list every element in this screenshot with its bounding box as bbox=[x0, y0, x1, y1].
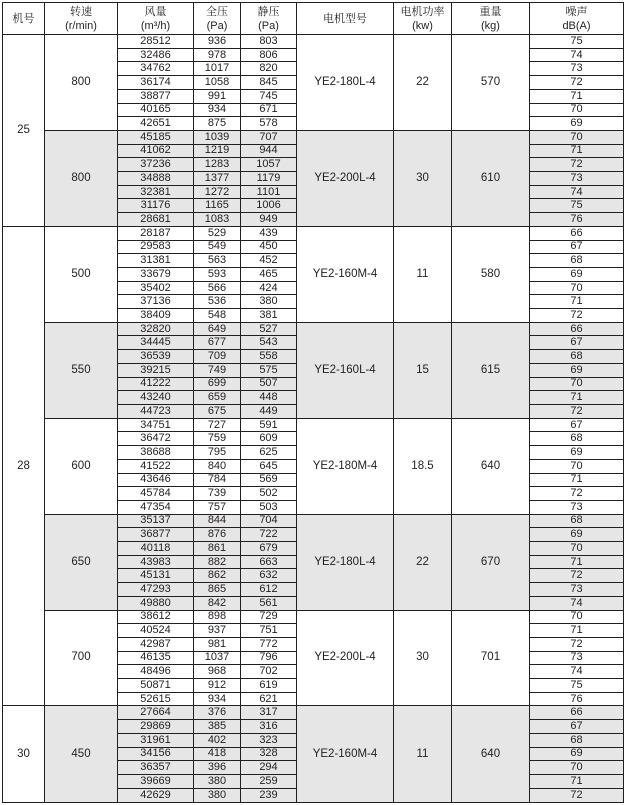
noise-cell: 66 bbox=[530, 706, 624, 720]
total-pressure-cell: 898 bbox=[194, 610, 241, 624]
weight-cell: 640 bbox=[452, 706, 530, 803]
static-pressure-cell: 612 bbox=[241, 583, 297, 597]
total-pressure-cell: 861 bbox=[194, 542, 241, 556]
total-pressure-cell: 675 bbox=[194, 404, 241, 418]
noise-cell: 76 bbox=[530, 692, 624, 706]
static-pressure-cell: 619 bbox=[241, 679, 297, 693]
airflow-cell: 43240 bbox=[118, 391, 194, 405]
airflow-cell: 50871 bbox=[118, 679, 194, 693]
total-pressure-cell: 563 bbox=[194, 254, 241, 268]
header-airflow: 风量 (m³/h) bbox=[118, 3, 194, 35]
total-pressure-cell: 1037 bbox=[194, 651, 241, 665]
static-pressure-cell: 671 bbox=[241, 103, 297, 117]
weight-cell: 701 bbox=[452, 610, 530, 706]
static-pressure-cell: 317 bbox=[241, 706, 297, 720]
noise-cell: 73 bbox=[530, 172, 624, 186]
airflow-cell: 33679 bbox=[118, 267, 194, 281]
static-pressure-cell: 820 bbox=[241, 62, 297, 76]
weight-cell: 570 bbox=[452, 35, 530, 131]
noise-cell: 70 bbox=[530, 610, 624, 624]
airflow-cell: 34888 bbox=[118, 172, 194, 186]
airflow-cell: 28512 bbox=[118, 35, 194, 49]
motor-power-cell: 22 bbox=[394, 514, 452, 610]
static-pressure-cell: 507 bbox=[241, 377, 297, 391]
total-pressure-cell: 1039 bbox=[194, 130, 241, 144]
total-pressure-cell: 749 bbox=[194, 363, 241, 377]
total-pressure-cell: 380 bbox=[194, 788, 241, 802]
total-pressure-cell: 649 bbox=[194, 322, 241, 336]
noise-cell: 68 bbox=[530, 350, 624, 364]
noise-cell: 70 bbox=[530, 130, 624, 144]
noise-cell: 67 bbox=[530, 240, 624, 254]
noise-cell: 70 bbox=[530, 542, 624, 556]
speed-cell: 600 bbox=[45, 418, 118, 514]
airflow-cell: 42651 bbox=[118, 117, 194, 131]
airflow-cell: 38688 bbox=[118, 446, 194, 460]
static-pressure-cell: 806 bbox=[241, 48, 297, 62]
noise-cell: 73 bbox=[530, 500, 624, 514]
header-weight: 重量 (kg) bbox=[452, 3, 530, 35]
static-pressure-cell: 561 bbox=[241, 596, 297, 610]
total-pressure-cell: 865 bbox=[194, 583, 241, 597]
total-pressure-cell: 1272 bbox=[194, 185, 241, 199]
static-pressure-cell: 449 bbox=[241, 404, 297, 418]
machine-no-cell: 30 bbox=[3, 706, 45, 803]
noise-cell: 76 bbox=[530, 213, 624, 227]
static-pressure-cell: 1179 bbox=[241, 172, 297, 186]
total-pressure-cell: 968 bbox=[194, 665, 241, 679]
noise-cell: 69 bbox=[530, 117, 624, 131]
header-motor-model: 电机型号 bbox=[297, 3, 394, 35]
noise-cell: 69 bbox=[530, 363, 624, 377]
total-pressure-cell: 1283 bbox=[194, 158, 241, 172]
static-pressure-cell: 328 bbox=[241, 747, 297, 761]
static-pressure-cell: 316 bbox=[241, 720, 297, 734]
noise-cell: 68 bbox=[530, 514, 624, 528]
total-pressure-cell: 844 bbox=[194, 514, 241, 528]
total-pressure-cell: 699 bbox=[194, 377, 241, 391]
machine-no-cell: 28 bbox=[3, 226, 45, 706]
noise-cell: 73 bbox=[530, 583, 624, 597]
static-pressure-cell: 239 bbox=[241, 788, 297, 802]
static-pressure-cell: 381 bbox=[241, 309, 297, 323]
noise-cell: 72 bbox=[530, 487, 624, 501]
motor-model-cell: YE2-180L-4 bbox=[297, 514, 394, 610]
motor-power-cell: 11 bbox=[394, 226, 452, 322]
noise-cell: 75 bbox=[530, 35, 624, 49]
total-pressure-cell: 402 bbox=[194, 733, 241, 747]
total-pressure-cell: 1058 bbox=[194, 76, 241, 90]
noise-cell: 69 bbox=[530, 446, 624, 460]
total-pressure-cell: 936 bbox=[194, 35, 241, 49]
speed-cell: 550 bbox=[45, 322, 118, 418]
noise-cell: 72 bbox=[530, 788, 624, 802]
airflow-cell: 34762 bbox=[118, 62, 194, 76]
static-pressure-cell: 803 bbox=[241, 35, 297, 49]
noise-cell: 71 bbox=[530, 89, 624, 103]
total-pressure-cell: 981 bbox=[194, 637, 241, 651]
noise-cell: 75 bbox=[530, 199, 624, 213]
table-row bbox=[3, 418, 624, 432]
noise-cell: 72 bbox=[530, 309, 624, 323]
static-pressure-cell: 772 bbox=[241, 637, 297, 651]
total-pressure-cell: 385 bbox=[194, 720, 241, 734]
noise-cell: 70 bbox=[530, 281, 624, 295]
noise-cell: 71 bbox=[530, 555, 624, 569]
airflow-cell: 35402 bbox=[118, 281, 194, 295]
machine-no-cell: 25 bbox=[3, 35, 45, 227]
total-pressure-cell: 548 bbox=[194, 309, 241, 323]
motor-power-cell: 15 bbox=[394, 322, 452, 418]
total-pressure-cell: 784 bbox=[194, 473, 241, 487]
airflow-cell: 38409 bbox=[118, 309, 194, 323]
airflow-cell: 39669 bbox=[118, 774, 194, 788]
static-pressure-cell: 944 bbox=[241, 144, 297, 158]
noise-cell: 71 bbox=[530, 473, 624, 487]
airflow-cell: 44723 bbox=[118, 404, 194, 418]
motor-power-cell: 22 bbox=[394, 35, 452, 131]
static-pressure-cell: 380 bbox=[241, 295, 297, 309]
airflow-cell: 49880 bbox=[118, 596, 194, 610]
noise-cell: 73 bbox=[530, 62, 624, 76]
static-pressure-cell: 679 bbox=[241, 542, 297, 556]
speed-cell: 700 bbox=[45, 610, 118, 706]
noise-cell: 72 bbox=[530, 569, 624, 583]
static-pressure-cell: 591 bbox=[241, 418, 297, 432]
total-pressure-cell: 659 bbox=[194, 391, 241, 405]
airflow-cell: 47354 bbox=[118, 500, 194, 514]
motor-model-cell: YE2-180M-4 bbox=[297, 418, 394, 514]
noise-cell: 73 bbox=[530, 651, 624, 665]
airflow-cell: 43646 bbox=[118, 473, 194, 487]
motor-power-cell: 11 bbox=[394, 706, 452, 803]
static-pressure-cell: 558 bbox=[241, 350, 297, 364]
total-pressure-cell: 937 bbox=[194, 624, 241, 638]
total-pressure-cell: 1377 bbox=[194, 172, 241, 186]
table-row bbox=[3, 706, 624, 720]
airflow-cell: 42987 bbox=[118, 637, 194, 651]
header-machine-no: 机号 bbox=[3, 3, 45, 35]
airflow-cell: 37236 bbox=[118, 158, 194, 172]
static-pressure-cell: 323 bbox=[241, 733, 297, 747]
motor-power-cell: 18.5 bbox=[394, 418, 452, 514]
total-pressure-cell: 1083 bbox=[194, 213, 241, 227]
noise-cell: 67 bbox=[530, 720, 624, 734]
weight-cell: 640 bbox=[452, 418, 530, 514]
total-pressure-cell: 529 bbox=[194, 226, 241, 240]
airflow-cell: 40118 bbox=[118, 542, 194, 556]
noise-cell: 69 bbox=[530, 747, 624, 761]
weight-cell: 670 bbox=[452, 514, 530, 610]
airflow-cell: 52615 bbox=[118, 692, 194, 706]
noise-cell: 70 bbox=[530, 459, 624, 473]
airflow-cell: 31961 bbox=[118, 733, 194, 747]
airflow-cell: 32486 bbox=[118, 48, 194, 62]
airflow-cell: 34445 bbox=[118, 336, 194, 350]
airflow-cell: 41222 bbox=[118, 377, 194, 391]
weight-cell: 580 bbox=[452, 226, 530, 322]
noise-cell: 66 bbox=[530, 226, 624, 240]
airflow-cell: 43983 bbox=[118, 555, 194, 569]
noise-cell: 70 bbox=[530, 103, 624, 117]
motor-model-cell: YE2-200L-4 bbox=[297, 610, 394, 706]
airflow-cell: 42629 bbox=[118, 788, 194, 802]
motor-power-cell: 30 bbox=[394, 610, 452, 706]
total-pressure-cell: 842 bbox=[194, 596, 241, 610]
airflow-cell: 41522 bbox=[118, 459, 194, 473]
table-body bbox=[3, 35, 624, 803]
total-pressure-cell: 1165 bbox=[194, 199, 241, 213]
header-total-pressure: 全压 (Pa) bbox=[194, 3, 241, 35]
total-pressure-cell: 727 bbox=[194, 418, 241, 432]
noise-cell: 69 bbox=[530, 267, 624, 281]
noise-cell: 74 bbox=[530, 48, 624, 62]
static-pressure-cell: 503 bbox=[241, 500, 297, 514]
static-pressure-cell: 621 bbox=[241, 692, 297, 706]
header-noise: 噪声 dB(A) bbox=[530, 3, 624, 35]
total-pressure-cell: 380 bbox=[194, 774, 241, 788]
noise-cell: 71 bbox=[530, 144, 624, 158]
noise-cell: 67 bbox=[530, 418, 624, 432]
static-pressure-cell: 704 bbox=[241, 514, 297, 528]
total-pressure-cell: 757 bbox=[194, 500, 241, 514]
header-row bbox=[3, 3, 624, 35]
noise-cell: 71 bbox=[530, 624, 624, 638]
static-pressure-cell: 527 bbox=[241, 322, 297, 336]
airflow-cell: 38612 bbox=[118, 610, 194, 624]
static-pressure-cell: 569 bbox=[241, 473, 297, 487]
airflow-cell: 32381 bbox=[118, 185, 194, 199]
total-pressure-cell: 536 bbox=[194, 295, 241, 309]
header-speed: 转速 (r/min) bbox=[45, 3, 118, 35]
motor-model-cell: YE2-160M-4 bbox=[297, 706, 394, 803]
total-pressure-cell: 396 bbox=[194, 761, 241, 775]
speed-cell: 450 bbox=[45, 706, 118, 803]
noise-cell: 74 bbox=[530, 665, 624, 679]
static-pressure-cell: 751 bbox=[241, 624, 297, 638]
static-pressure-cell: 1006 bbox=[241, 199, 297, 213]
total-pressure-cell: 912 bbox=[194, 679, 241, 693]
static-pressure-cell: 729 bbox=[241, 610, 297, 624]
airflow-cell: 36357 bbox=[118, 761, 194, 775]
static-pressure-cell: 745 bbox=[241, 89, 297, 103]
total-pressure-cell: 882 bbox=[194, 555, 241, 569]
total-pressure-cell: 709 bbox=[194, 350, 241, 364]
airflow-cell: 41062 bbox=[118, 144, 194, 158]
table-row bbox=[3, 130, 624, 144]
airflow-cell: 35137 bbox=[118, 514, 194, 528]
airflow-cell: 46135 bbox=[118, 651, 194, 665]
noise-cell: 66 bbox=[530, 322, 624, 336]
static-pressure-cell: 1057 bbox=[241, 158, 297, 172]
airflow-cell: 27664 bbox=[118, 706, 194, 720]
airflow-cell: 28681 bbox=[118, 213, 194, 227]
noise-cell: 68 bbox=[530, 733, 624, 747]
noise-cell: 71 bbox=[530, 774, 624, 788]
airflow-cell: 29869 bbox=[118, 720, 194, 734]
total-pressure-cell: 934 bbox=[194, 103, 241, 117]
total-pressure-cell: 739 bbox=[194, 487, 241, 501]
static-pressure-cell: 543 bbox=[241, 336, 297, 350]
total-pressure-cell: 376 bbox=[194, 706, 241, 720]
total-pressure-cell: 593 bbox=[194, 267, 241, 281]
airflow-cell: 36877 bbox=[118, 528, 194, 542]
static-pressure-cell: 450 bbox=[241, 240, 297, 254]
static-pressure-cell: 452 bbox=[241, 254, 297, 268]
table-row bbox=[3, 514, 624, 528]
total-pressure-cell: 840 bbox=[194, 459, 241, 473]
weight-cell: 610 bbox=[452, 130, 530, 226]
airflow-cell: 40165 bbox=[118, 103, 194, 117]
motor-model-cell: YE2-200L-4 bbox=[297, 130, 394, 226]
noise-cell: 70 bbox=[530, 761, 624, 775]
airflow-cell: 39215 bbox=[118, 363, 194, 377]
noise-cell: 67 bbox=[530, 336, 624, 350]
weight-cell: 615 bbox=[452, 322, 530, 418]
airflow-cell: 45784 bbox=[118, 487, 194, 501]
static-pressure-cell: 625 bbox=[241, 446, 297, 460]
motor-model-cell: YE2-160M-4 bbox=[297, 226, 394, 322]
motor-model-cell: YE2-180L-4 bbox=[297, 35, 394, 131]
motor-model-cell: YE2-160L-4 bbox=[297, 322, 394, 418]
noise-cell: 74 bbox=[530, 185, 624, 199]
total-pressure-cell: 418 bbox=[194, 747, 241, 761]
noise-cell: 68 bbox=[530, 432, 624, 446]
total-pressure-cell: 991 bbox=[194, 89, 241, 103]
airflow-cell: 47293 bbox=[118, 583, 194, 597]
motor-power-cell: 30 bbox=[394, 130, 452, 226]
airflow-cell: 31381 bbox=[118, 254, 194, 268]
airflow-cell: 34156 bbox=[118, 747, 194, 761]
airflow-cell: 45185 bbox=[118, 130, 194, 144]
airflow-cell: 40524 bbox=[118, 624, 194, 638]
table-row bbox=[3, 35, 624, 49]
airflow-cell: 45131 bbox=[118, 569, 194, 583]
static-pressure-cell: 465 bbox=[241, 267, 297, 281]
total-pressure-cell: 549 bbox=[194, 240, 241, 254]
total-pressure-cell: 934 bbox=[194, 692, 241, 706]
fan-spec-table bbox=[2, 2, 624, 803]
static-pressure-cell: 796 bbox=[241, 651, 297, 665]
table-row bbox=[3, 226, 624, 240]
speed-cell: 800 bbox=[45, 130, 118, 226]
header-static-pressure: 静压 (Pa) bbox=[241, 3, 297, 35]
static-pressure-cell: 578 bbox=[241, 117, 297, 131]
total-pressure-cell: 1219 bbox=[194, 144, 241, 158]
noise-cell: 74 bbox=[530, 596, 624, 610]
total-pressure-cell: 795 bbox=[194, 446, 241, 460]
total-pressure-cell: 759 bbox=[194, 432, 241, 446]
total-pressure-cell: 876 bbox=[194, 528, 241, 542]
static-pressure-cell: 632 bbox=[241, 569, 297, 583]
total-pressure-cell: 875 bbox=[194, 117, 241, 131]
speed-cell: 650 bbox=[45, 514, 118, 610]
static-pressure-cell: 722 bbox=[241, 528, 297, 542]
static-pressure-cell: 259 bbox=[241, 774, 297, 788]
noise-cell: 71 bbox=[530, 391, 624, 405]
noise-cell: 71 bbox=[530, 295, 624, 309]
noise-cell: 75 bbox=[530, 679, 624, 693]
airflow-cell: 32820 bbox=[118, 322, 194, 336]
static-pressure-cell: 294 bbox=[241, 761, 297, 775]
static-pressure-cell: 609 bbox=[241, 432, 297, 446]
airflow-cell: 48496 bbox=[118, 665, 194, 679]
header-motor-power: 电机功率 (kw) bbox=[394, 3, 452, 35]
airflow-cell: 36472 bbox=[118, 432, 194, 446]
total-pressure-cell: 862 bbox=[194, 569, 241, 583]
noise-cell: 72 bbox=[530, 158, 624, 172]
table-row bbox=[3, 610, 624, 624]
static-pressure-cell: 949 bbox=[241, 213, 297, 227]
static-pressure-cell: 1101 bbox=[241, 185, 297, 199]
static-pressure-cell: 663 bbox=[241, 555, 297, 569]
static-pressure-cell: 702 bbox=[241, 665, 297, 679]
total-pressure-cell: 566 bbox=[194, 281, 241, 295]
static-pressure-cell: 424 bbox=[241, 281, 297, 295]
airflow-cell: 31176 bbox=[118, 199, 194, 213]
noise-cell: 68 bbox=[530, 254, 624, 268]
airflow-cell: 28187 bbox=[118, 226, 194, 240]
static-pressure-cell: 575 bbox=[241, 363, 297, 377]
airflow-cell: 36174 bbox=[118, 76, 194, 90]
static-pressure-cell: 845 bbox=[241, 76, 297, 90]
noise-cell: 72 bbox=[530, 637, 624, 651]
airflow-cell: 29583 bbox=[118, 240, 194, 254]
static-pressure-cell: 439 bbox=[241, 226, 297, 240]
airflow-cell: 34751 bbox=[118, 418, 194, 432]
airflow-cell: 38877 bbox=[118, 89, 194, 103]
total-pressure-cell: 978 bbox=[194, 48, 241, 62]
table-row bbox=[3, 322, 624, 336]
airflow-cell: 36539 bbox=[118, 350, 194, 364]
speed-cell: 500 bbox=[45, 226, 118, 322]
noise-cell: 72 bbox=[530, 404, 624, 418]
static-pressure-cell: 645 bbox=[241, 459, 297, 473]
speed-cell: 800 bbox=[45, 35, 118, 131]
noise-cell: 72 bbox=[530, 76, 624, 90]
airflow-cell: 37136 bbox=[118, 295, 194, 309]
static-pressure-cell: 707 bbox=[241, 130, 297, 144]
noise-cell: 70 bbox=[530, 377, 624, 391]
noise-cell: 69 bbox=[530, 528, 624, 542]
static-pressure-cell: 502 bbox=[241, 487, 297, 501]
static-pressure-cell: 448 bbox=[241, 391, 297, 405]
total-pressure-cell: 1017 bbox=[194, 62, 241, 76]
total-pressure-cell: 677 bbox=[194, 336, 241, 350]
